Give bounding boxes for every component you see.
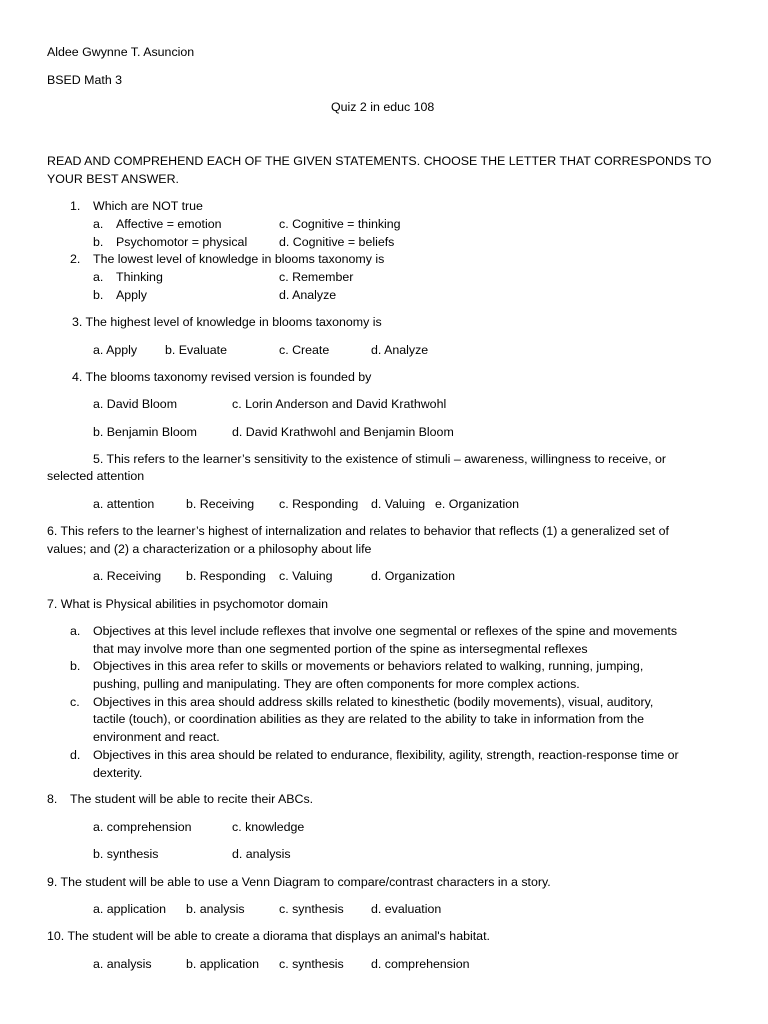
student-name: Aldee Gwynne T. Asuncion [47,45,195,59]
choice-a: a. Receiving [93,569,162,583]
choice-a: a. comprehension [93,820,192,834]
choice-a: Thinking [116,270,163,284]
choice-b: Psychomotor = physical [116,235,248,249]
question-text: 3. The highest level of knowledge in blooms taxonomy is [72,315,382,329]
choice-d: d. comprehension [371,957,470,971]
choice-c: c. Remember [279,270,354,284]
choice-d: d. Analyze [279,288,337,302]
choice-a: a. application [93,902,167,916]
choice-d: d. Valuing [371,497,426,511]
question-number: 1. [70,199,81,213]
choice-c-cont: tactile (touch), or coordination abilities as they are related to the ability to take in information from the [93,712,644,726]
choice-b: Objectives in this area refer to skills or movements or behaviors related to walking, running, jumping, [93,659,644,673]
choice-a: Affective = emotion [116,217,222,231]
choice-d: d. Cognitive = beliefs [279,235,395,249]
choice-a: a. David Bloom [93,397,178,411]
choice-letter: a. [70,624,81,638]
choice-b: b. Benjamin Bloom [93,425,197,439]
choice-b: b. Receiving [186,497,255,511]
choice-letter: b. [93,235,104,249]
question-text: The student will be able to recite their ABCs. [70,792,314,806]
choice-a-cont: that may involve more than one segmented portion of the spine as intersegmental reflexes [93,642,588,656]
choice-c: c. synthesis [279,902,344,916]
question-number: 8. [47,792,58,806]
choice-d: d. evaluation [371,902,442,916]
student-course: BSED Math 3 [47,73,123,87]
question-text: 4. The blooms taxonomy revised version is founded by [72,370,372,384]
choice-letter: d. [70,748,81,762]
choice-letter: b. [70,659,81,673]
choice-letter: c. [70,695,80,709]
choice-b: b. synthesis [93,847,159,861]
question-text-cont: selected attention [47,469,145,483]
choice-letter: b. [93,288,104,302]
question-text: 10. The student will be able to create a diorama that displays an animal's habitat. [47,929,490,943]
choice-c: c. Create [279,343,330,357]
choice-letter: a. [93,270,104,284]
choice-c: c. knowledge [232,820,305,834]
choice-c: c. Lorin Anderson and David Krathwohl [232,397,447,411]
choice-c-cont: environment and react. [93,730,220,744]
question-text: The lowest level of knowledge in blooms taxonomy is [93,252,385,266]
choice-d: d. Organization [371,569,456,583]
choice-a: a. Apply [93,343,138,357]
question-text-cont: values; and (2) a characterization or a philosophy about life [47,542,372,556]
choice-d: d. David Krathwohl and Benjamin Bloom [232,425,454,439]
choice-letter: a. [93,217,104,231]
question-text: 6. This refers to the learner’s highest of internalization and relates to behavior that reflects (1) a generalized set of [47,524,669,538]
choice-b: Apply [116,288,147,302]
question-number: 2. [70,252,81,266]
choice-c: Objectives in this area should address skills related to kinesthetic (bodily movements), visual, auditory, [93,695,654,709]
quiz-title: Quiz 2 in educ 108 [331,100,435,114]
choice-d: d. analysis [232,847,291,861]
choice-a: a. attention [93,497,155,511]
question-text: 7. What is Physical abilities in psychomotor domain [47,597,328,611]
choice-e: e. Organization [435,497,520,511]
choice-d-cont: dexterity. [93,766,143,780]
choice-b-cont: pushing, pulling and manipulating. They are often components for more complex actions. [93,677,580,691]
choice-b: b. analysis [186,902,245,916]
question-text: Which are NOT true [93,199,203,213]
choice-b: b. Evaluate [165,343,227,357]
choice-d: d. Analyze [371,343,429,357]
question-text: 9. The student will be able to use a Venn Diagram to compare/contrast characters in a story. [47,875,551,889]
question-text: 5. This refers to the learner’s sensitivity to the existence of stimuli – awareness, willingness to receive, or [93,452,666,466]
choice-a: a. analysis [93,957,152,971]
choice-b: b. application [186,957,260,971]
choice-a: Objectives at this level include reflexes that involve one segmental or reflexes of the spine and movements [93,624,678,638]
choice-c: c. Responding [279,497,359,511]
instructions: READ AND COMPREHEND EACH OF THE GIVEN STATEMENTS. CHOOSE THE LETTER THAT CORRESPONDS TO YOUR BEST ANSWER. [47,154,712,186]
choice-b: b. Responding [186,569,266,583]
choice-c: c. synthesis [279,957,344,971]
choice-d: Objectives in this area should be related to endurance, flexibility, agility, strength, reaction-response time or [93,748,679,762]
choice-c: c. Valuing [279,569,333,583]
choice-c: c. Cognitive = thinking [279,217,401,231]
